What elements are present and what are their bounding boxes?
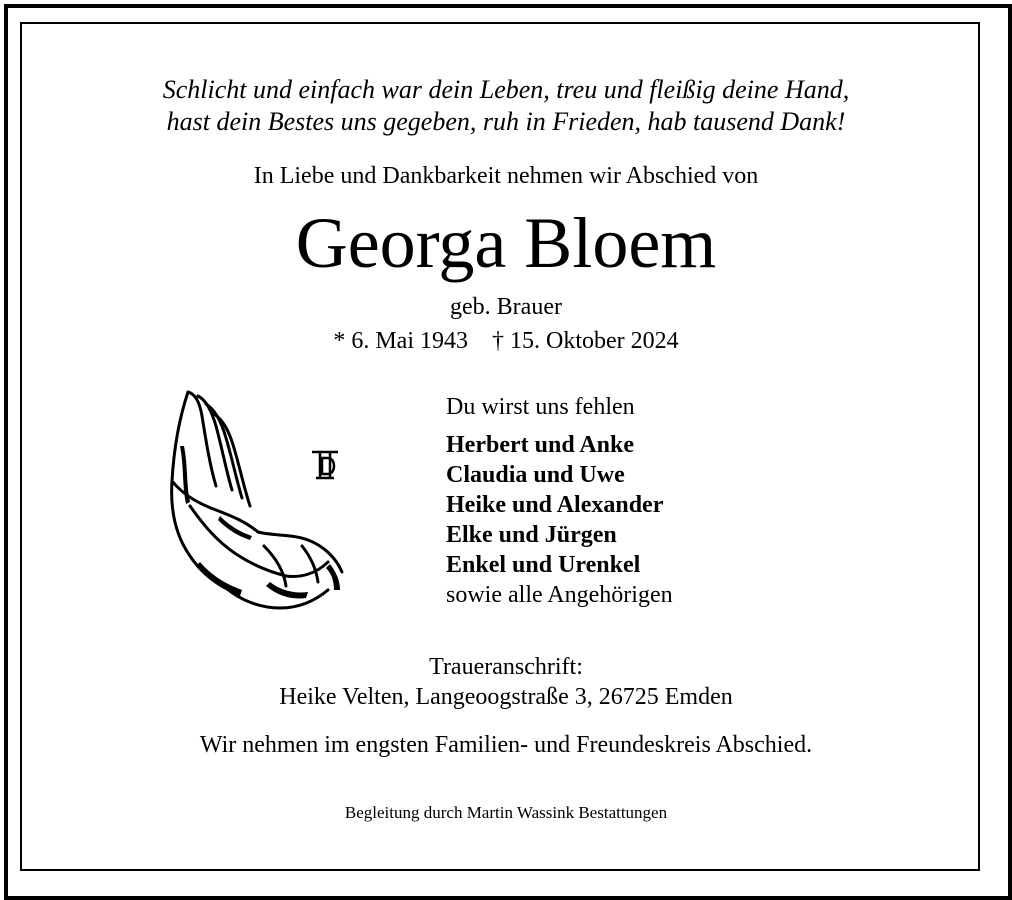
praying-hands-icon bbox=[160, 386, 360, 616]
address: Heike Velten, Langeoogstraße 3, 26725 Emden bbox=[279, 684, 733, 710]
mourners-block bbox=[446, 392, 673, 610]
monogram bbox=[312, 452, 338, 478]
family-member: Elke und Jürgen bbox=[446, 522, 617, 548]
family-member: Herbert und Anke bbox=[446, 432, 635, 458]
undertaker-text: Begleitung durch Martin Wassink Bestattungen bbox=[344, 803, 668, 822]
verse-line-1: Schlicht und einfach war dein Leben, treu und fleißig deine Hand, bbox=[162, 75, 850, 104]
deceased-name: Georga Bloem bbox=[295, 203, 717, 283]
miss-line: Du wirst uns fehlen bbox=[446, 394, 635, 420]
verse-line-2: hast dein Bestes uns gegeben, ruh in Frieden, hab tausend Dank! bbox=[166, 107, 846, 136]
life-dates bbox=[0, 326, 1012, 356]
farewell-text: Wir nehmen im engsten Familien- und Freundeskreis Abschied. bbox=[199, 732, 813, 758]
relatives-line: sowie alle Angehörigen bbox=[446, 582, 673, 608]
verse bbox=[0, 74, 1012, 138]
death-date: † 15. Oktober 2024 bbox=[492, 328, 679, 354]
intro-text: In Liebe und Dankbarkeit nehmen wir Abschied von bbox=[253, 163, 759, 189]
birth-date: * 6. Mai 1943 bbox=[333, 328, 468, 354]
family-member: Heike und Alexander bbox=[446, 492, 664, 518]
maiden-name: geb. Brauer bbox=[450, 294, 562, 320]
family-member: Enkel und Urenkel bbox=[446, 552, 641, 578]
family-member: Claudia und Uwe bbox=[446, 462, 625, 488]
address-label: Traueranschrift: bbox=[429, 654, 583, 680]
